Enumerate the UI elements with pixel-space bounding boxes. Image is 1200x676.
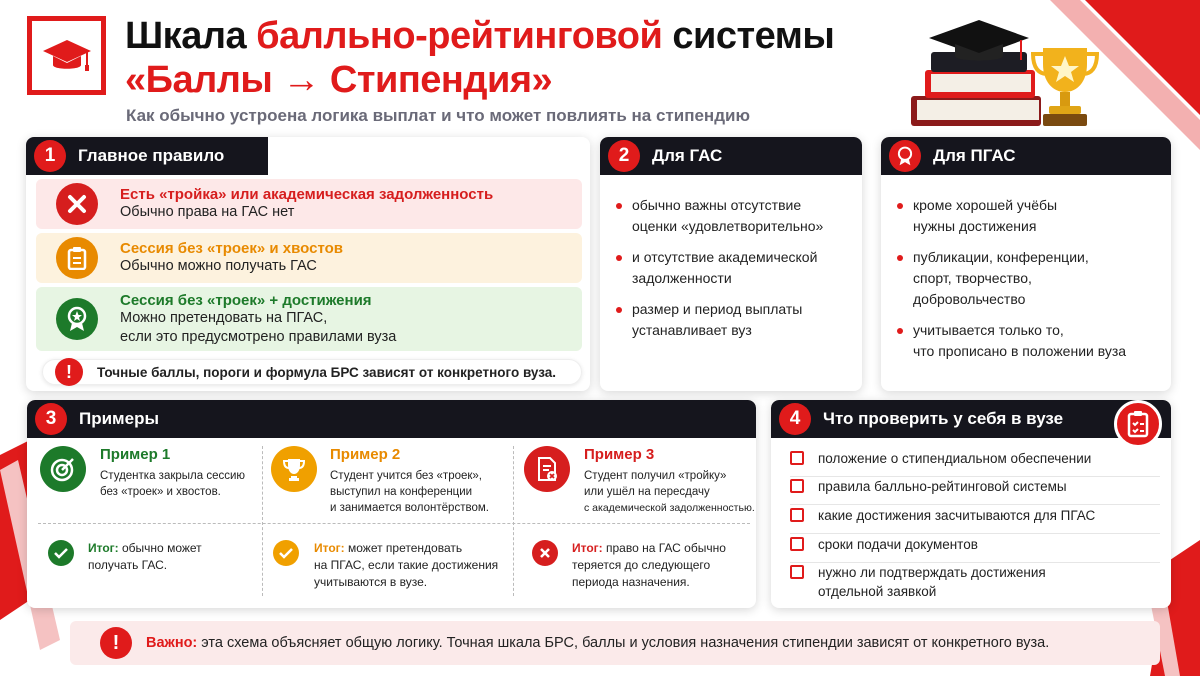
rule-row-gas (36, 233, 582, 283)
example-desc: Студент получил «тройку» или ушёл на пересдачу с академической задолженностью. (584, 470, 755, 514)
graduation-cap-icon (41, 36, 93, 76)
example-result: Итог: обычно может получать ГАС. (88, 541, 202, 572)
check-icon (273, 540, 299, 566)
rule-row-title: Сессия без «троек» + достижения (120, 291, 372, 309)
books-icon (905, 18, 1045, 136)
rule-row-title: Сессия без «троек» и хвостов (120, 240, 344, 257)
example-result: Итог: может претендовать на ПГАС, если такие достижения учитываются в вузе. (314, 541, 499, 589)
list-item: публикации, конференции, спорт, творчество, добровольчество (895, 247, 1163, 310)
checklist-item[interactable]: правила балльно-рейтинговой системы (790, 477, 1160, 505)
checkbox[interactable] (790, 508, 804, 522)
section-title: Что проверить у себя в вузе (823, 409, 1064, 428)
divider (513, 446, 514, 596)
list-item: размер и период выплаты устанавливает вуз (614, 299, 854, 341)
example-desc: Студент учится без «троек», выступил на конференции и занимается волонтёрством. (330, 470, 489, 514)
section-number: 1 (34, 140, 66, 172)
award-ribbon-icon (889, 140, 921, 172)
exclamation-icon: ! (100, 627, 132, 659)
checklist-item[interactable]: сроки подачи документов (790, 535, 1160, 563)
check-icon (48, 540, 74, 566)
divider (262, 446, 263, 596)
rule-note-text: Точные баллы, пороги и формула БРС зависят от конкретного вуза. (97, 364, 557, 380)
checklist-item[interactable]: нужно ли подтверждать достижения отдельной заявкой (790, 563, 1160, 603)
example-title: Пример 1 (100, 446, 171, 463)
target-icon (40, 446, 86, 492)
exclamation-icon: ! (55, 358, 83, 386)
page-title: Шкала балльно-рейтинговой системы «Баллы → Стипендия» (125, 15, 835, 101)
example-title: Пример 3 (584, 446, 655, 463)
rule-row-desc: если это предусмотрено правилами вуза (120, 328, 397, 345)
gas-panel (600, 137, 862, 391)
example-title: Пример 2 (330, 446, 401, 463)
important-note-text: Важно: эта схема объясняет общую логику. Точная шкала БРС, баллы и условия назначения стипендии зависят от конкретного вуза. (146, 635, 1050, 651)
pgas-panel (881, 137, 1171, 391)
checklist-item[interactable]: какие достижения засчитываются для ПГАС (790, 506, 1160, 534)
cup-icon (271, 446, 317, 492)
example-result: Итог: право на ГАС обычно теряется до следующего периода назначения. (572, 541, 726, 589)
list-item: и отсутствие академической задолженности (614, 247, 854, 289)
important-note (70, 621, 1160, 665)
close-icon (532, 540, 558, 566)
checkbox[interactable] (790, 565, 804, 579)
rule-row-pgas (36, 287, 582, 351)
award-ribbon-icon (56, 298, 98, 340)
rule-row-title: Есть «тройка» или академическая задолженность (120, 186, 494, 203)
rule-note (42, 359, 582, 385)
list-item: обычно важны отсутствие оценки «удовлетворительно» (614, 195, 854, 237)
section-number: 4 (779, 403, 811, 435)
page-subtitle: Как обычно устроена логика выплат и что может повлиять на стипендию (126, 106, 750, 125)
list-item: кроме хорошей учёбы нужны достижения (895, 195, 1163, 237)
clipboard-icon (56, 237, 98, 279)
trophy-icon (1025, 42, 1105, 132)
section-number: 2 (608, 140, 640, 172)
rule-row-desc: Можно претендовать на ПГАС, (120, 309, 328, 326)
document-x-icon (524, 446, 570, 492)
checkbox[interactable] (790, 537, 804, 551)
example-desc: Студентка закрыла сессию без «троек» и хвостов. (100, 470, 246, 498)
divider (38, 523, 750, 524)
section-title: Для ГАС (652, 146, 723, 165)
checklist-item[interactable]: положение о стипендиальном обеспечении (790, 449, 1160, 477)
rule-row-desc: Обычно права на ГАС нет (120, 204, 295, 220)
section-title: Для ПГАС (933, 146, 1016, 165)
checkbox[interactable] (790, 479, 804, 493)
rule-row-desc: Обычно можно получать ГАС (120, 258, 317, 274)
section-number: 3 (35, 403, 67, 435)
list-item: учитывается только то, что прописано в положении вуза (895, 320, 1163, 362)
section-title: Главное правило (78, 146, 225, 165)
close-icon (56, 183, 98, 225)
section-title: Примеры (79, 409, 159, 428)
main-rule-header (26, 137, 268, 175)
logo-box (27, 16, 106, 95)
checklist-icon (1114, 400, 1162, 448)
rule-row-no-gas (36, 179, 582, 229)
checkbox[interactable] (790, 451, 804, 465)
